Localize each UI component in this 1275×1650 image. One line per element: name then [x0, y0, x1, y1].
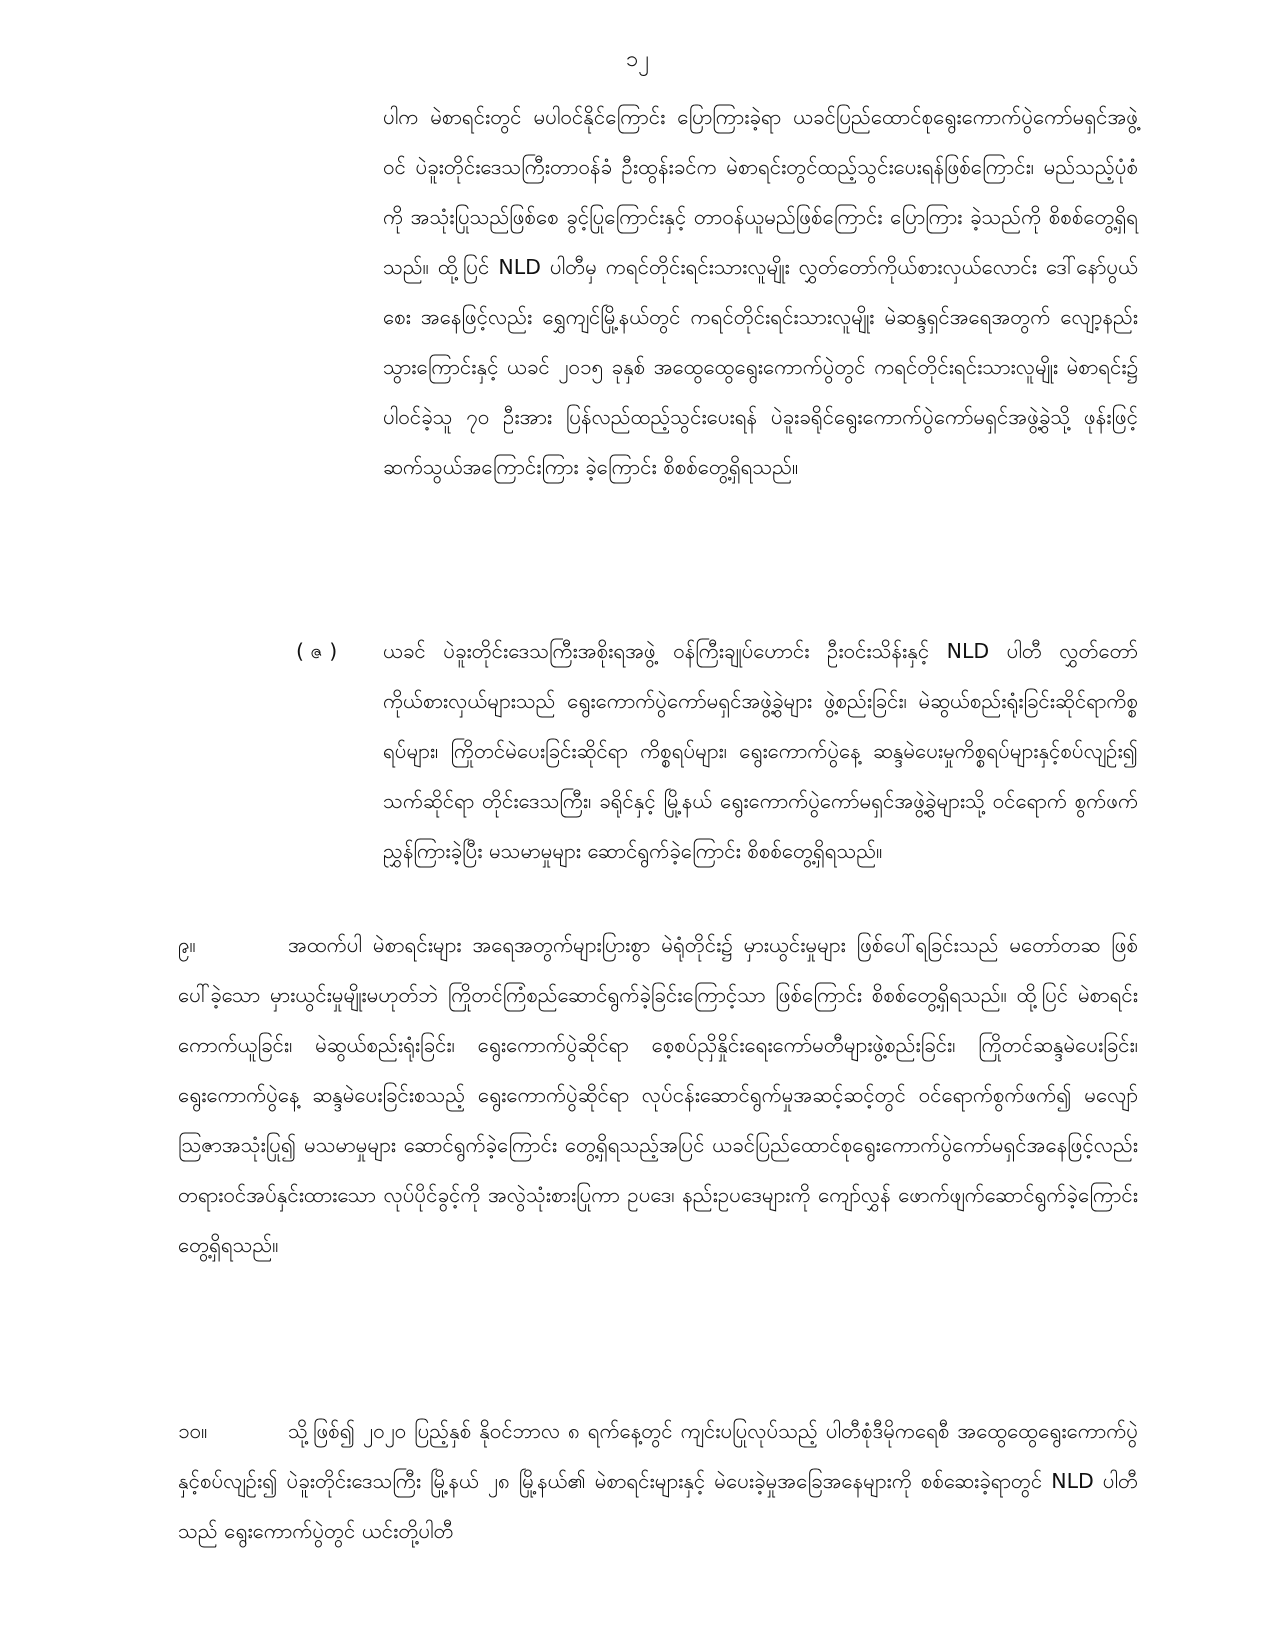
item-marker-g: ( ဇ ): [296, 639, 338, 663]
item-g-paragraph: ယခင် ပဲခူးတိုင်းဒေသကြီးအစိုးရအဖွဲ့ ဝန်ကြီးချုပ်ဟောင်း ဦးဝင်းသိန်းနှင့် NLD ပါတီ လွှတ်တော်ကိုယ်စားလှယ်များသည် ရွေးကောက်ပွဲကော်မရှင်အဖွဲ့ခွဲများ ဖွဲ့စည်းခြင်း၊ မဲဆွယ်စည်းရုံးခြင်းဆိုင်ရာကိစ္စရပ်များ၊ ကြိုတင်မဲပေးခြင်းဆိုင်ရာ ကိစ္စရပ်များ၊ ရွေးကောက်ပွဲနေ့ ဆန္ဒမဲပေးမှုကိစ္စရပ်များနှင့်စပ်လျဉ်း၍ သက်ဆိုင်ရာ တိုင်းဒေသကြီး၊ ခရိုင်နှင့် မြို့နယ် ရွေးကောက်ပွဲကော်မရှင်အဖွဲ့ခွဲများသို့ ဝင်ရောက် စွက်ဖက် ညွှန်ကြားခဲ့ပြီး မသမာမှုများ ဆောင်ရွက်ခဲ့ကြောင်း စိစစ်တွေ့ရှိရသည်။: [383, 639, 1138, 863]
paragraph-number-9: ၉။: [178, 933, 196, 957]
paragraph-number-10: ၁၀။: [178, 1419, 208, 1443]
paragraph-10: သို့ဖြစ်၍ ၂၀၂၀ ပြည့်နှစ် နိုဝင်ဘာလ ၈ ရက်နေ့တွင် ကျင်းပပြုလုပ်သည့် ပါတီစုံဒီမိုကရေစီ အထွေထွေရွေးကောက်ပွဲနှင့်စပ်လျဉ်း၍ ပဲခူးတိုင်းဒေသကြီး မြို့နယ် ၂၈ မြို့နယ်၏ မဲစာရင်းများနှင့် မဲပေးခဲ့မှုအခြေအနေများကို စစ်ဆေးခဲ့ရာတွင် NLD ပါတီသည် ရွေးကောက်ပွဲတွင် ယင်းတို့ပါတီ: [178, 1419, 1138, 1543]
page-number: ၁၂: [625, 47, 650, 72]
carryover-paragraph: ပါက မဲစာရင်းတွင် မပါဝင်နိုင်ကြောင်း ပြောကြားခဲ့ရာ ယခင်ပြည်ထောင်စုရွေးကောက်ပွဲကော်မရှင်အဖွဲ့ဝင် ပဲခူးတိုင်းဒေသကြီးတာဝန်ခံ ဦးထွန်းခင်က မဲစာရင်းတွင်ထည့်သွင်းပေးရန်ဖြစ်ကြောင်း၊ မည်သည့်ပုံစံကို အသုံးပြုသည်ဖြစ်စေ ခွင့်ပြုကြောင်းနှင့် တာဝန်ယူမည်ဖြစ်ကြောင်း ပြောကြား ခဲ့သည်ကို စိစစ်တွေ့ရှိရသည်။ ထို့ပြင် NLD ပါတီမှ ကရင်တိုင်းရင်းသားလူမျိုး လွှတ်တော်ကိုယ်စားလှယ်လောင်း ဒေါ်နော်ပွယ်စေး အနေဖြင့်လည်း ရွှေကျင်မြို့နယ်တွင် ကရင်တိုင်းရင်းသားလူမျိုး မဲဆန္ဒရှင်အရေအတွက် လျော့နည်း သွားကြောင်းနှင့် ယခင် ၂၀၁၅ ခုနှစ် အထွေထွေရွေးကောက်ပွဲတွင် ကရင်တိုင်းရင်းသားလူမျိုး မဲစာရင်း၌ ပါဝင်ခဲ့သူ ၇၀ ဦးအား ပြန်လည်ထည့်သွင်းပေးရန် ပဲခူးခရိုင်ရွေးကောက်ပွဲကော်မရှင်အဖွဲ့ခွဲသို့ ဖုန်းဖြင့် ဆက်သွယ်အကြောင်းကြား ခဲ့ကြောင်း စိစစ်တွေ့ရှိရသည်။: [383, 105, 1138, 479]
paragraph-9: အထက်ပါ မဲစာရင်းများ အရေအတွက်များပြားစွာ မဲရုံတိုင်း၌ မှားယွင်းမှုများ ဖြစ်ပေါ်ရခြင်းသည် မတော်တဆ ဖြစ်ပေါ်ခဲ့သော မှားယွင်းမှုမျိုးမဟုတ်ဘဲ ကြိုတင်ကြံစည်ဆောင်ရွက်ခဲ့ခြင်းကြောင့်သာ ဖြစ်ကြောင်း စိစစ်တွေ့ရှိရသည်။ ထို့ပြင် မဲစာရင်းကောက်ယူခြင်း၊ မဲဆွယ်စည်းရုံးခြင်း၊ ရွေးကောက်ပွဲဆိုင်ရာ စေ့စပ်ညှိနှိုင်းရေးကော်မတီများဖွဲ့စည်းခြင်း၊ ကြိုတင်ဆန္ဒမဲပေးခြင်း၊ ရွေးကောက်ပွဲနေ့ ဆန္ဒမဲပေးခြင်းစသည့် ရွေးကောက်ပွဲဆိုင်ရာ လုပ်ငန်းဆောင်ရွက်မှုအဆင့်ဆင့်တွင် ဝင်ရောက်စွက်ဖက်၍ မလျော်ဩဇာအသုံးပြု၍ မသမာမှုများ ဆောင်ရွက်ခဲ့ကြောင်း တွေ့ရှိရသည့်အပြင် ယခင်ပြည်ထောင်စုရွေးကောက်ပွဲကော်မရှင်အနေဖြင့်လည်း တရားဝင်အပ်နှင်းထားသော လုပ်ပိုင်ခွင့်ကို အလွဲသုံးစားပြုကာ ဥပဒေ၊ နည်းဥပဒေများကို ကျော်လွှန် ဖောက်ဖျက်ဆောင်ရွက်ခဲ့ကြောင်း တွေ့ရှိရသည်။: [178, 933, 1138, 1257]
